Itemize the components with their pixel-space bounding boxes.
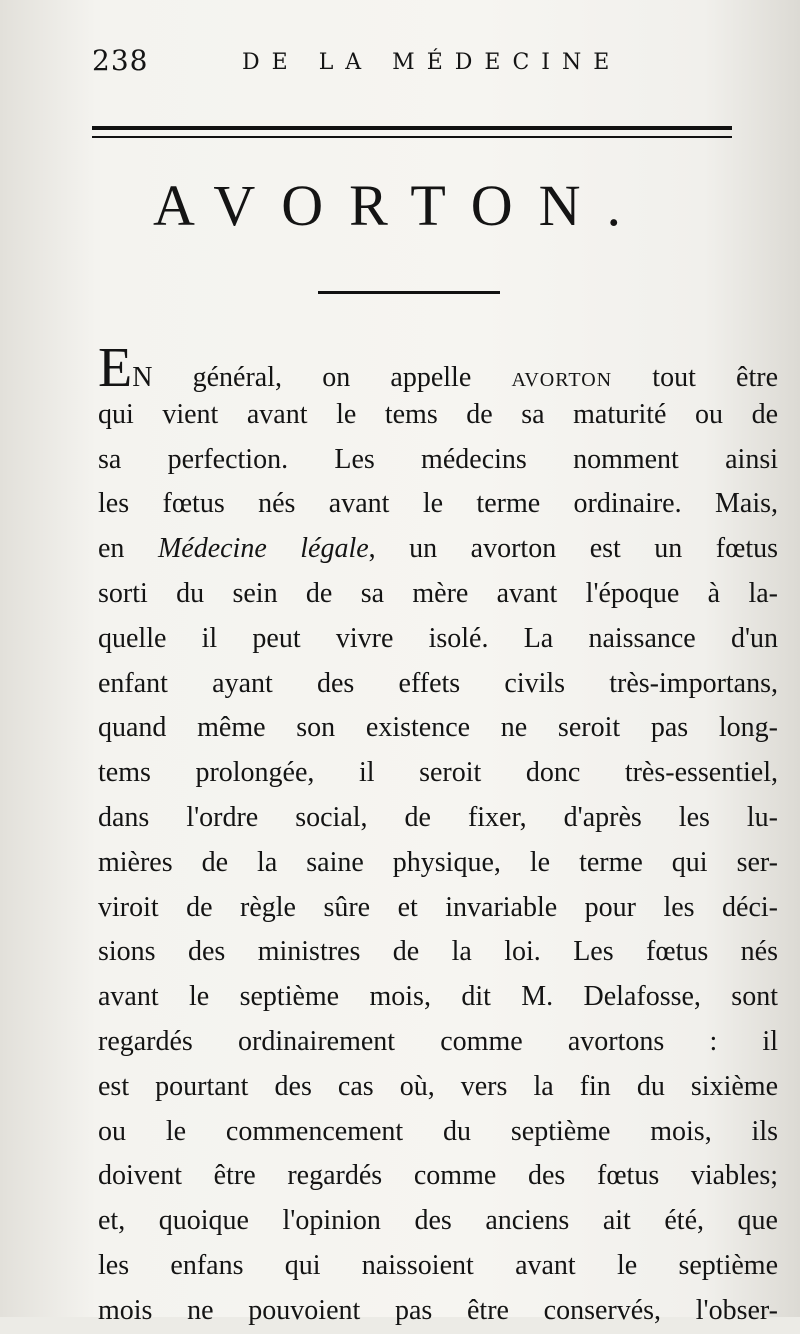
- line-text: qui vient avant le tems de sa maturité ou de: [98, 398, 778, 430]
- line-text: ou le commencement du septième mois, ils: [98, 1115, 778, 1147]
- text-line: [98, 796, 778, 841]
- line-text: avant le septième mois, dit M. Delafosse, sont: [98, 981, 778, 1013]
- article-body: [98, 348, 778, 1334]
- line-text: , un avorton est un fœtus: [368, 533, 778, 565]
- line-text: regardés ordinairement comme avortons : il: [98, 1025, 778, 1057]
- text-line: [98, 1244, 778, 1289]
- line-text: et, quoique l'opinion des anciens ait été, que: [98, 1205, 778, 1237]
- text-line: [98, 841, 778, 886]
- line-text: est pourtant des cas où, vers la fin du sixième: [98, 1070, 778, 1102]
- line-text: quand même son existence ne seroit pas long-: [98, 712, 778, 744]
- text-line: [98, 348, 778, 393]
- line-text: quelle il peut vivre isolé. La naissance d'un: [98, 622, 778, 654]
- line-text: mières de la saine physique, le terme qui ser-: [98, 846, 778, 878]
- line-text: les fœtus nés avant le terme ordinaire. Mais,: [98, 488, 778, 520]
- line-text: enfant ayant des effets civils très-importans,: [98, 667, 778, 699]
- line-text: N général, on appelle: [132, 362, 512, 393]
- text-line: [98, 975, 778, 1020]
- article-title: AVORTON.: [152, 173, 648, 238]
- line-text: en: [98, 533, 158, 565]
- line-text: viroit de règle sûre et invariable pour les déci-: [98, 891, 778, 923]
- text-line: [98, 1154, 778, 1199]
- text-line: [98, 393, 778, 438]
- running-title: DE LA MÉDECINE: [242, 50, 622, 75]
- line-text: doivent être regardés comme des fœtus viables;: [98, 1160, 778, 1192]
- text-line: [98, 438, 778, 483]
- text-line: [98, 617, 778, 662]
- text-line: [98, 1289, 778, 1334]
- text-line: [98, 1110, 778, 1155]
- line-text: sa perfection. Les médecins nomment ainsi: [98, 443, 778, 475]
- text-line: [98, 662, 778, 707]
- line-text: dans l'ordre social, de fixer, d'après les lu-: [98, 801, 778, 833]
- page-header: [92, 40, 752, 80]
- line-text: tems prolongée, il seroit donc très-essentiel,: [98, 757, 778, 789]
- title-rule: [318, 291, 500, 294]
- text-line: [98, 1065, 778, 1110]
- italic-term: Médecine légale: [157, 533, 369, 565]
- line-text: mois ne pouvoient pas être conservés, l'obser-: [98, 1294, 778, 1326]
- drop-cap: E: [98, 348, 133, 393]
- text-line: [98, 1020, 778, 1065]
- text-line: [98, 482, 778, 527]
- text-line: [98, 706, 778, 751]
- text-line: [98, 751, 778, 796]
- header-rule-thick: [92, 126, 732, 130]
- text-line: [98, 1199, 778, 1244]
- page-number: 238: [92, 44, 149, 77]
- line-text: sions des ministres de la loi. Les fœtus nés: [98, 936, 778, 968]
- line-text: sorti du sein de sa mère avant l'époque à la-: [98, 577, 778, 609]
- text-line: [98, 572, 778, 617]
- text-line: [98, 527, 778, 572]
- text-line: [98, 930, 778, 975]
- small-caps-term: avorton: [511, 362, 613, 393]
- header-rule-thin: [92, 136, 732, 138]
- text-line: [98, 886, 778, 931]
- line-text: les enfans qui naissoient avant le septième: [98, 1249, 778, 1281]
- line-text: tout être: [612, 362, 778, 393]
